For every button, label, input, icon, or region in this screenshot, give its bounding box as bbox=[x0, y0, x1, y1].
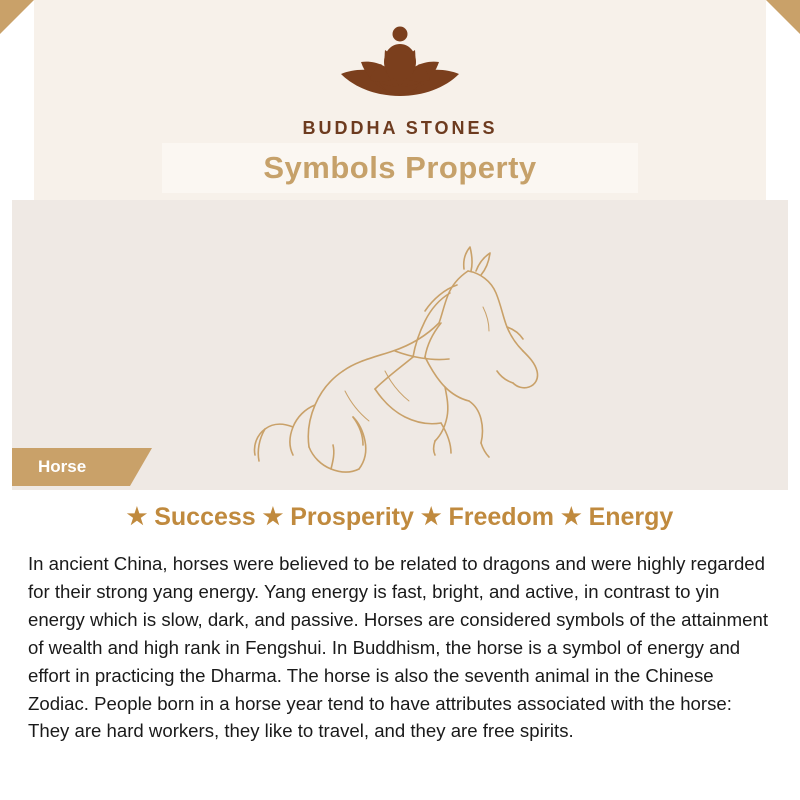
brand-name: BUDDHA STONES bbox=[302, 118, 498, 138]
keyword-item-energy: Energy bbox=[588, 503, 674, 531]
keyword-list bbox=[22, 504, 778, 532]
horse-line-drawing bbox=[235, 211, 565, 479]
tag-label: Horse bbox=[38, 457, 87, 476]
header-section bbox=[34, 0, 766, 200]
star-icon: ★ bbox=[126, 503, 148, 529]
keyword-item-prosperity: Prosperity bbox=[290, 503, 414, 531]
status-badge bbox=[12, 448, 130, 486]
star-icon: ★ bbox=[420, 503, 442, 529]
keyword-item-success: Success bbox=[154, 503, 256, 531]
content-section bbox=[12, 490, 788, 800]
description-paragraph: In ancient China, horses were believed to be related to dragons and were highly regarded for their strong yang energy. Yang energy is fast, bright, and active, in contrast to yin energy which is slow, dark, and passive. Horses are considered symbols of the attainment of wealth and high rank in Fengshui. In Buddhism, the horse is a symbol of energy and effort in practicing the Dharma. The horse is also the seventh animal in the Chinese Zodiac. People born in a horse year tend to have attributes associated with the horse: They are hard workers, they like to travel, and they are free spirits. bbox=[28, 553, 768, 742]
star-icon: ★ bbox=[262, 503, 284, 529]
illustration-section bbox=[12, 200, 788, 490]
brand-logo bbox=[34, 18, 766, 139]
corner-accent-top-left bbox=[0, 0, 34, 34]
keyword-item-freedom: Freedom bbox=[448, 503, 555, 531]
lotus-meditation-icon bbox=[325, 18, 475, 114]
corner-accent-top-right bbox=[766, 0, 800, 34]
star-icon: ★ bbox=[560, 503, 582, 529]
page-title: Symbols Property bbox=[263, 150, 537, 185]
title-band bbox=[162, 143, 638, 193]
